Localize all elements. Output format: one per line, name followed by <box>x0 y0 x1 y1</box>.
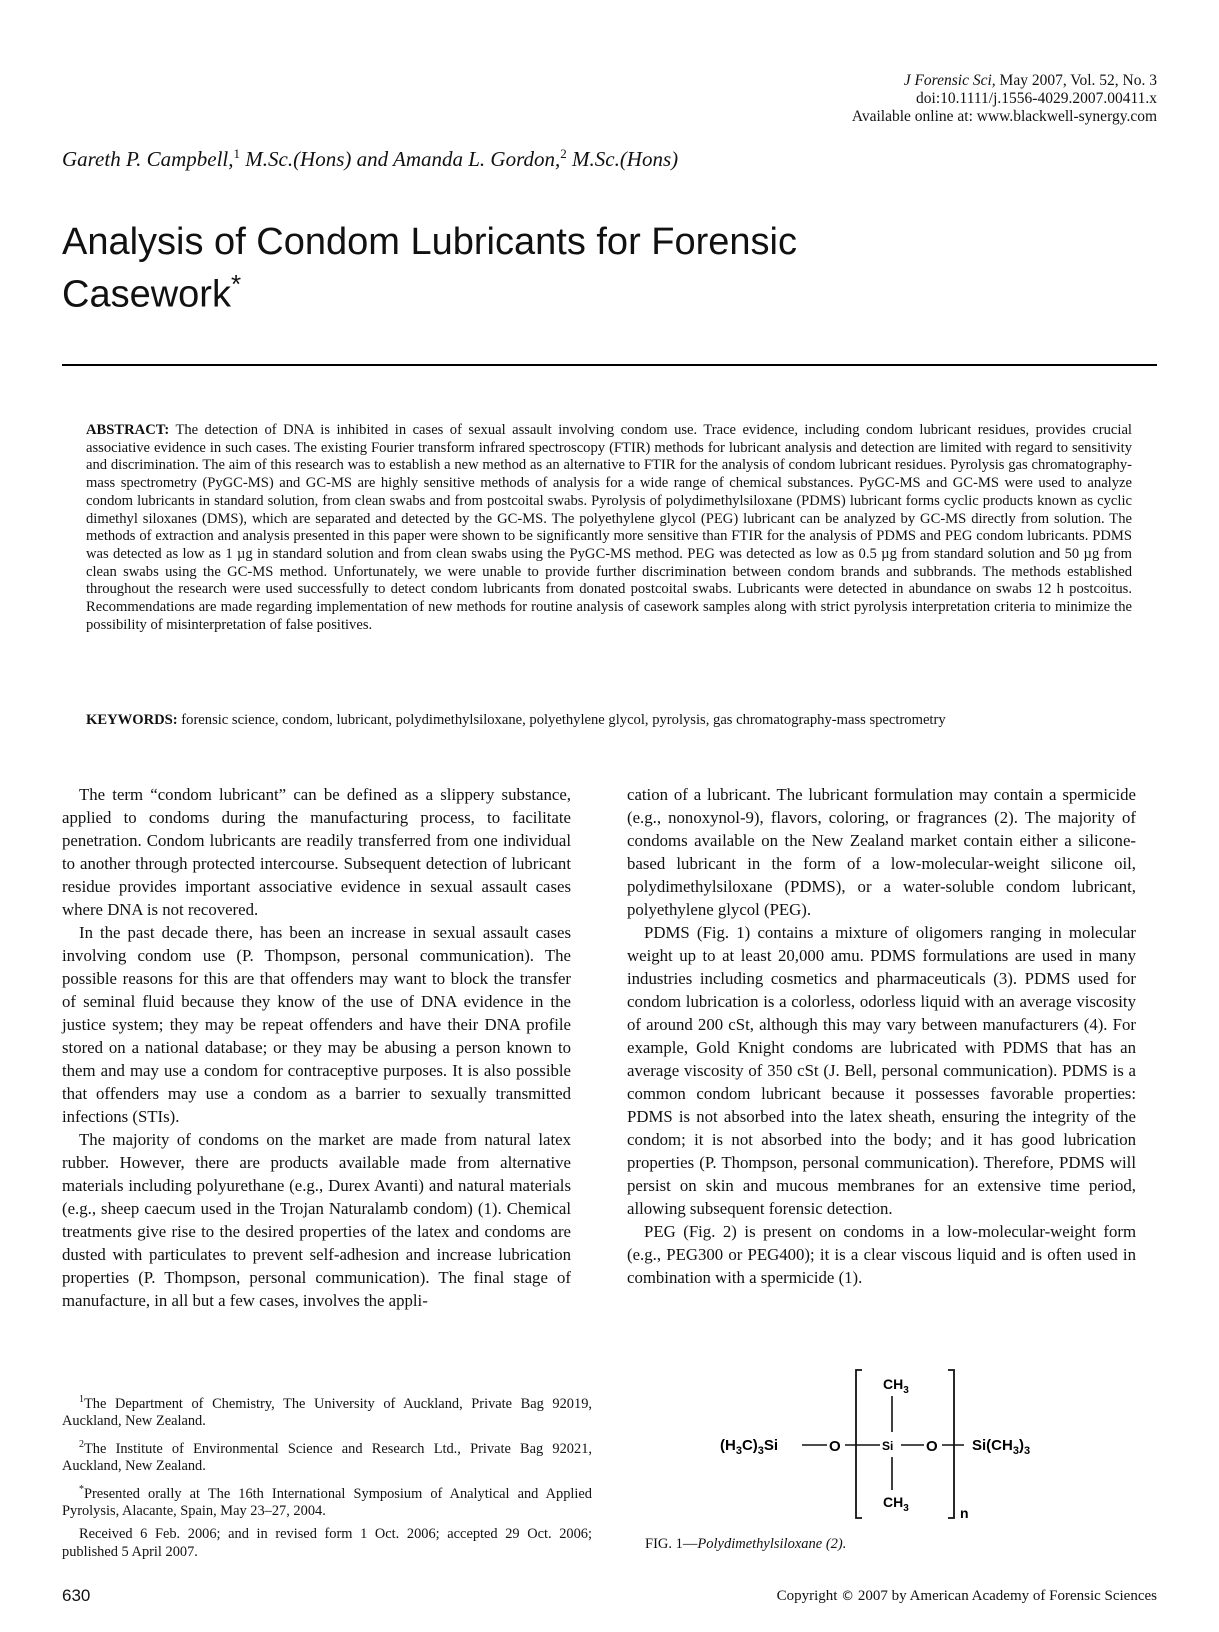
paragraph: cation of a lubricant. The lubricant formulation may contain a spermicide (e.g., nonoxynol-9), flavors, coloring, or fragrances (2). The majority of condoms available on the New Zealand market contain either a silicone-based lubricant in the form of a low-molecular-weight silicone oil, polydimethylsiloxane (PDMS), or a water-soluble condom lubricant, polyethylene glycol (PEG). <box>627 785 1136 919</box>
paper-title <box>62 221 962 316</box>
left-end-group: $(H_3C)_3Si$ <box>720 1437 779 1457</box>
copyright-symbol: © <box>841 1589 855 1604</box>
keywords <box>86 712 1132 730</box>
copyright-text: Copyright <box>776 1588 842 1604</box>
copyright-holder: 2007 by American Academy of Forensic Sciences <box>854 1588 1157 1604</box>
journal-header <box>852 72 1157 126</box>
author-2-degree: M.Sc.(Hons) <box>566 147 679 171</box>
figure-caption <box>645 1536 846 1553</box>
affiliation-mark-2: 2 <box>560 146 567 161</box>
page-number: 630 <box>62 1586 91 1605</box>
repeat-bracket-left <box>856 1370 862 1518</box>
abstract-label: ABSTRACT: <box>86 422 170 438</box>
paragraph: The majority of condoms on the market are made from natural latex rubber. However, there are products available made from alternative materials including polyurethane (e.g., Durex Avanti) and natural materials (e.g., sheep caecum used in the Trojan Naturalamb condom) (1). Chemical treatments give rise to the desired properties of the latex and condoms are dusted with particulates to prevent self-adhesion and increase lubrication properties (P. Thompson, personal communication). The final stage of manufacture, in all but a few cases, involves the appli- <box>62 1130 571 1310</box>
author-line <box>62 146 678 172</box>
title-footnote-mark: * <box>230 269 242 299</box>
oxygen-atom-left: O <box>829 1438 841 1455</box>
keywords-text: forensic science, condom, lubricant, polydimethylsiloxane, polyethylene glycol, pyrolysis, gas chromatography-mass spectrometry <box>181 712 946 728</box>
journal-issue: May 2007, Vol. 52, No. 3 <box>999 72 1157 89</box>
footnote-mark: 2 <box>79 1438 84 1450</box>
methyl-top: $CH_3$ <box>883 1376 909 1396</box>
oxygen-atom-right: O <box>926 1438 938 1455</box>
author-1: Gareth P. Campbell, <box>62 147 234 171</box>
pdms-structure-figure <box>720 1362 1080 1532</box>
footnotes <box>62 1391 592 1566</box>
paragraph: In the past decade there, has been an increase in sexual assault cases involving condom use (P. Thompson, personal communication). The possible reasons for this are that offenders may want to block the transfer of seminal fluid because they know of the use of DNA evidence in the justice system; they may be repeat offenders and have their DNA profile stored on a national database; or they may be abusing a person known to them and may use a condom for contraceptive purposes. It is also possible that offenders may use a condom as a barrier to sexually transmitted infections (STIs). <box>62 923 571 1126</box>
footnote-text: The Institute of Environmental Science and Research Ltd., Private Bag 92021, Auckland, New Zealand. <box>62 1440 592 1475</box>
keywords-label: KEYWORDS: <box>86 712 178 728</box>
repeat-bracket-right <box>948 1370 954 1518</box>
footnote-mark: 1 <box>79 1394 84 1405</box>
abstract <box>86 422 1132 634</box>
paper-title-text: Analysis of Condom Lubricants for Forensic Casework <box>62 221 797 316</box>
body-column-left <box>62 783 571 1312</box>
right-end-group: $Si(CH_3)_3$ <box>972 1437 1031 1457</box>
copyright-notice <box>777 1588 1157 1605</box>
footnote-text: Presented orally at The 16th International Symposium of Analytical and Applied Pyrolysis, Alacante, Spain, May 23–27, 2004. <box>62 1485 592 1520</box>
body-column-right <box>627 783 1136 1289</box>
footnote-mark: * <box>79 1483 84 1495</box>
paragraph: PEG (Fig. 2) is present on condoms in a low-molecular-weight form (e.g., PEG300 or PEG400); it is a clear viscous liquid and is often used in combination with a spermicide (1). <box>627 1222 1136 1287</box>
author-2: M.Sc.(Hons) and Amanda L. Gordon, <box>240 147 561 171</box>
paragraph: The term “condom lubricant” can be defined as a slippery substance, applied to condoms during the manufacturing process, to facilitate penetration. Condom lubricants are readily transferred from one individual to another through protected intercourse. Subsequent detection of lubricant residue provides important associative evidence in sexual assault cases where DNA is not recovered. <box>62 785 571 919</box>
affiliation-mark-1: 1 <box>233 146 240 161</box>
silicon-atom: Si <box>882 1439 894 1453</box>
methyl-bottom: $CH_3$ <box>883 1494 909 1514</box>
repeat-count: n <box>960 1505 969 1521</box>
paragraph: PDMS (Fig. 1) contains a mixture of oligomers ranging in molecular weight up to at least 20,000 amu. PDMS formulations are used in many industries including cosmetics and pharmaceuticals (3). PDMS used for condom lubrication is a colorless, odorless liquid with an average viscosity of around 200 cSt, although this may vary between manufacturers (4). For example, Gold Knight condoms are lubricated with PDMS that has an average viscosity of 350 cSt (J. Bell, personal communication). PDMS is a common condom lubricant because it possesses favorable properties: PDMS is not absorbed into the latex sheath, ensuring the integrity of the condom; it is not absorbed into the body; and it has good lubrication properties (P. Thompson, personal communication). Therefore, PDMS will persist on skin and mucous membranes for an extensive time period, allowing subsequent forensic detection. <box>627 923 1136 1218</box>
abstract-text: The detection of DNA is inhibited in cases of sexual assault involving condom use. Trace evidence, including condom lubricant residues, provides crucial associative evidence in such cases. The existing Fourier transform infrared spectroscopy (FTIR) methods for lubricant analysis and detection are limited with regard to sensitivity and discrimination. The aim of this research was to establish a new method as an alternative to FTIR for the analysis of condom lubricant residues. Pyrolysis gas chromatography-mass spectrometry (PyGC-MS) and GC-MS are highly sensitive methods of analysis for a wide range of chemical substances. PyGC-MS and GC-MS were used to analyze condom lubricants in standard solution, from clean swabs and from postcoital swabs. Pyrolysis of polydimethylsiloxane (PDMS) lubricant forms cyclic products known as cyclic dimethyl siloxanes (DMS), which are separated and detected by the GC-MS. The polyethylene glycol (PEG) lubricant can be analyzed by GC-MS directly from solution. The methods of extraction and analysis presented in this paper were shown to be significantly more sensitive than FTIR for the analysis of PDMS and PEG condom lubricants. PDMS was detected as low as 1 µg in standard solution and from clean swabs using the PyGC-MS method. PEG was detected as low as 0.5 µg from standard solution and 50 µg from clean swabs using the GC-MS method. Unfortunately, we were unable to provide further discrimination between condom brands and subbrands. The methods established throughout the research were used successfully to detect condom lubricants from donated postcoital swabs. Lubricants were detected in abundance on swabs 12 h postcoitus. Recommendations are made regarding implementation of new methods for routine analysis of casework samples along with strict pyrolysis interpretation criteria to minimize the possibility of misinterpretation of false positives. <box>86 422 1132 633</box>
footnote-1 <box>62 1391 592 1431</box>
footnote-text: The Department of Chemistry, The University of Auckland, Private Bag 92019, Auckland, New Zealand. <box>62 1395 592 1430</box>
journal-online: Available online at: www.blackwell-synergy.com <box>851 108 1157 125</box>
footnote-2 <box>62 1436 592 1476</box>
figure-label: FIG. 1— <box>645 1536 698 1552</box>
footnote-3 <box>62 1481 592 1521</box>
received-dates: Received 6 Feb. 2006; and in revised form 1 Oct. 2006; accepted 29 Oct. 2006; published 5 April 2007. <box>62 1525 592 1560</box>
journal-doi: doi:10.1111/j.1556-4029.2007.00411.x <box>916 90 1157 107</box>
figure-caption-text: Polydimethylsiloxane (2). <box>697 1536 847 1552</box>
title-divider <box>62 364 1157 366</box>
journal-name: J Forensic Sci, <box>903 72 996 89</box>
